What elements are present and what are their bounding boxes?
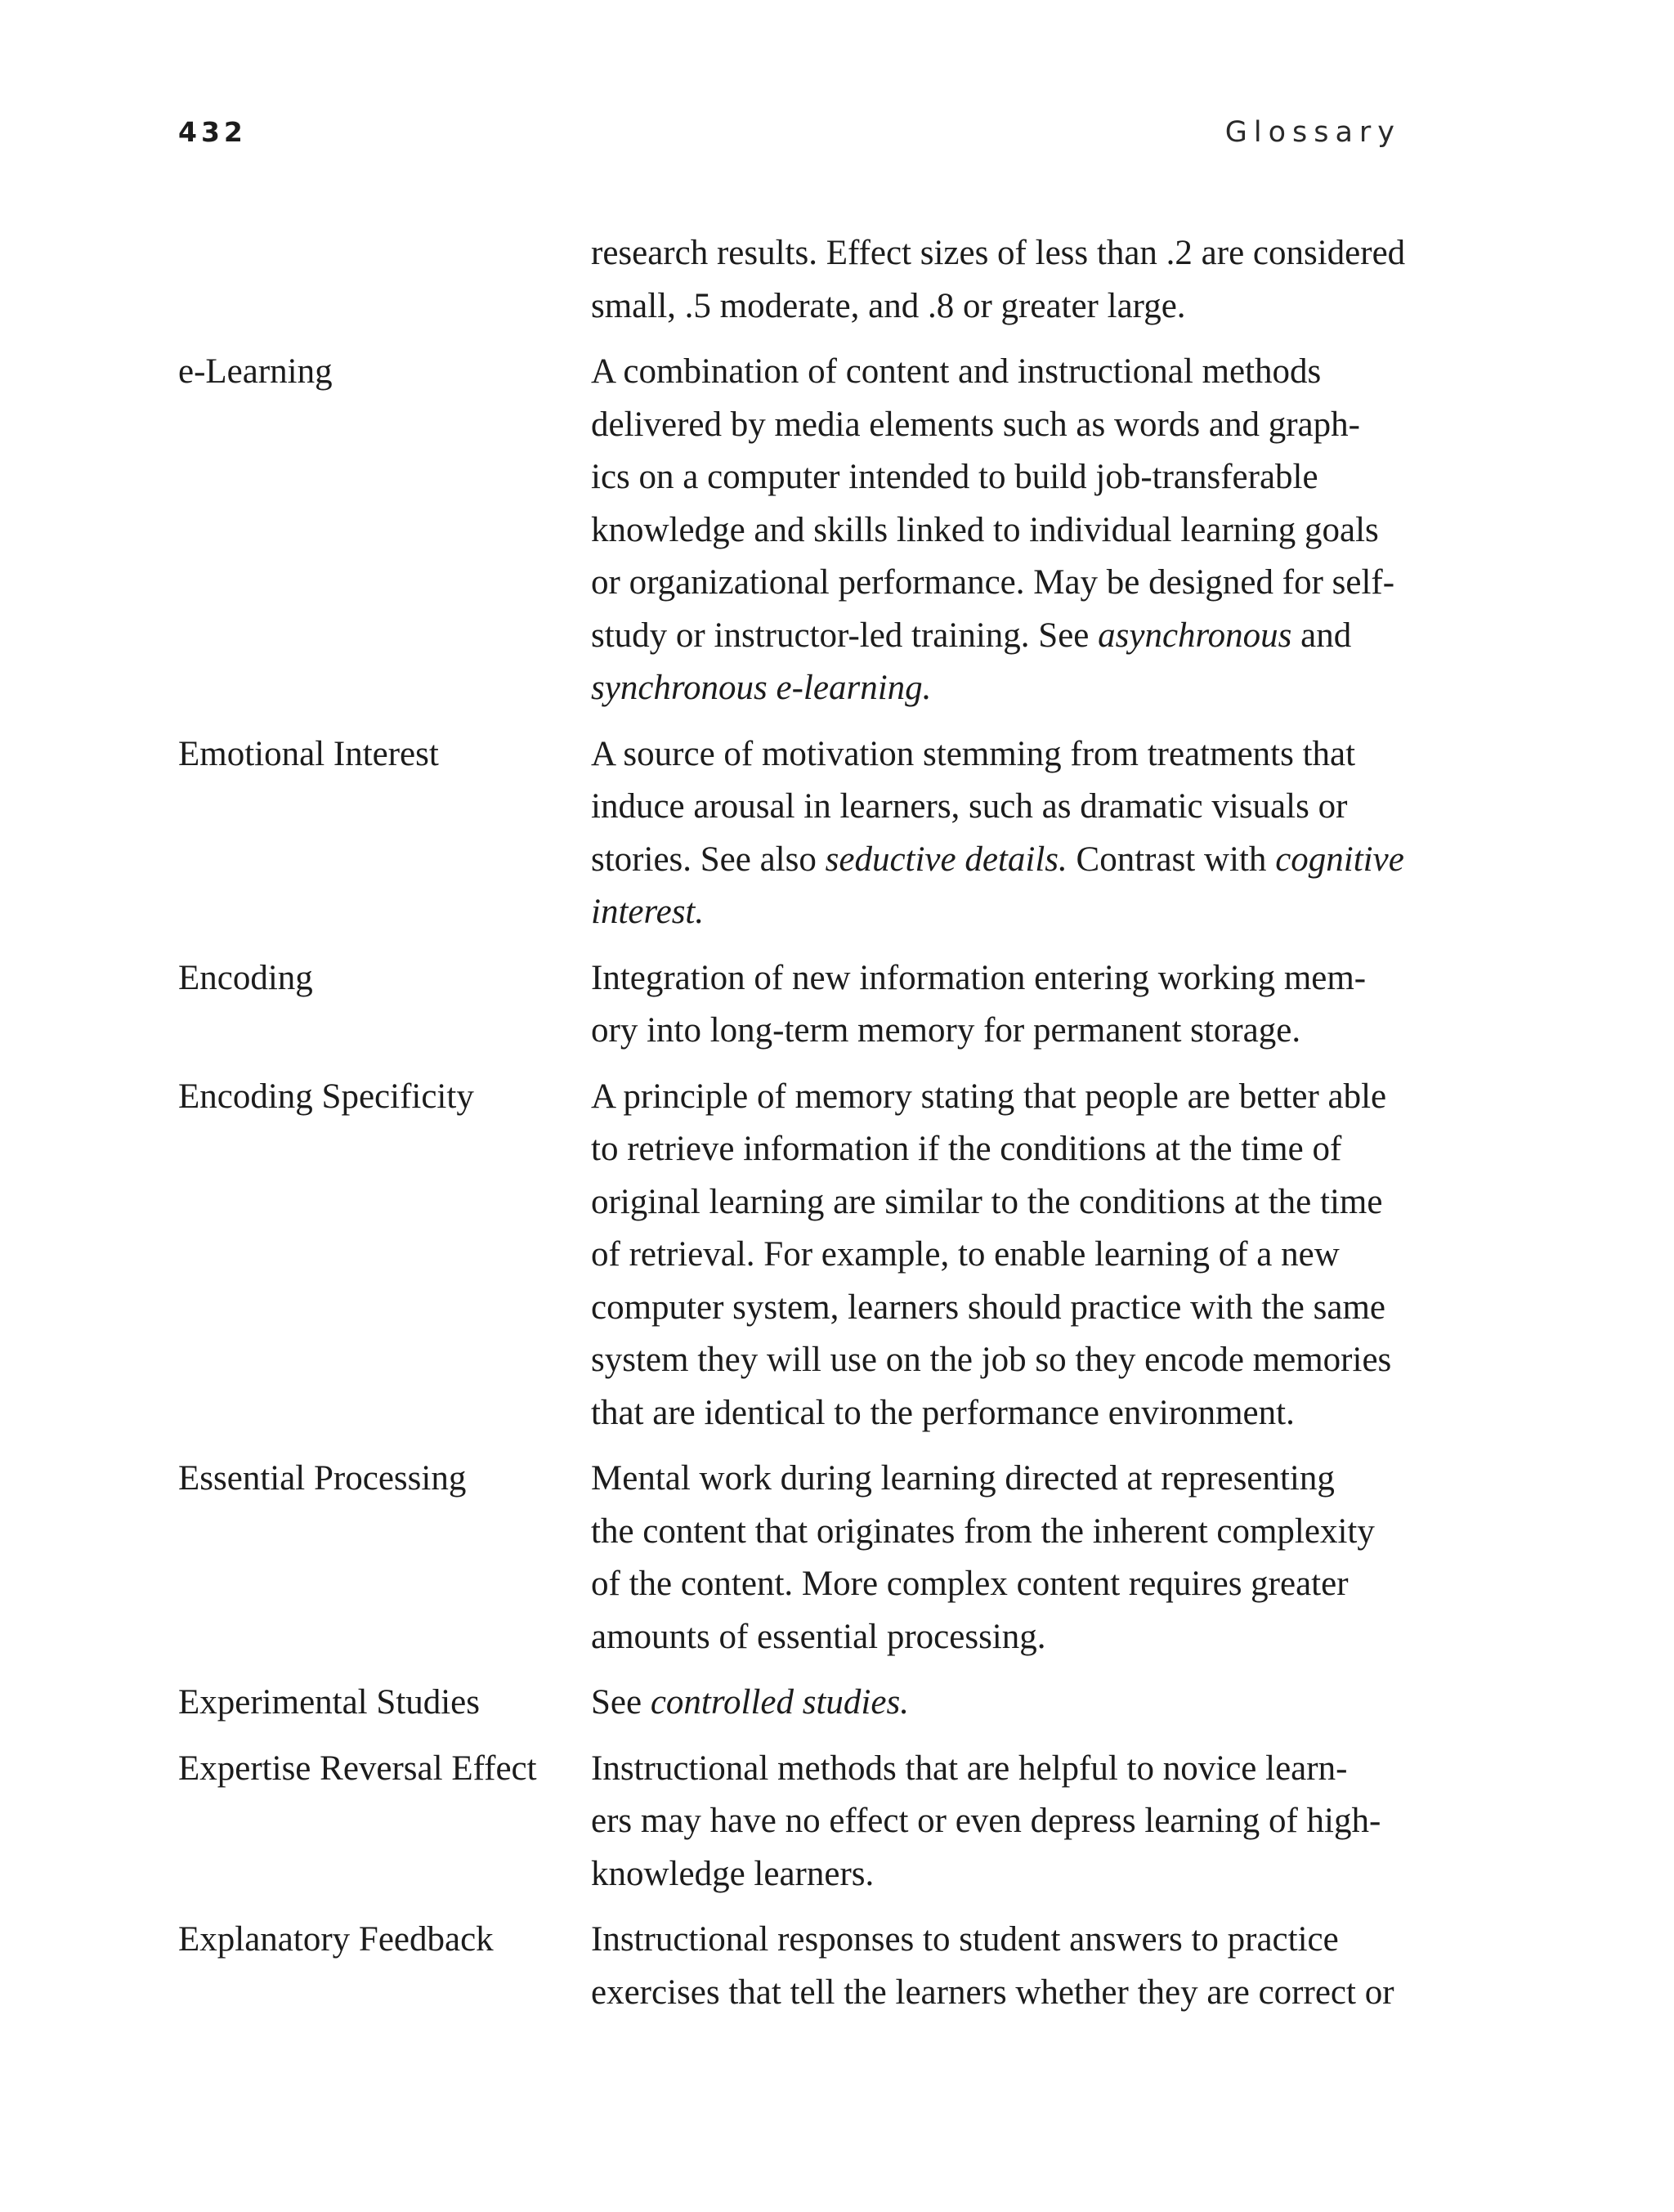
definition-line [591, 1795, 1404, 1848]
definition-text: system they will use on the job so they encode memories [591, 1341, 1392, 1379]
definition-line [591, 1229, 1404, 1282]
definition-text: Mental work during learning directed at representing [591, 1459, 1335, 1498]
definition-line [591, 557, 1404, 610]
glossary-term: Essential Processing [178, 1459, 467, 1498]
glossary-term: Experimental Studies [178, 1683, 481, 1722]
glossary-entry [178, 1071, 1404, 1440]
cross-reference: cognitive [1275, 840, 1404, 879]
definition-text: and [1291, 616, 1352, 655]
glossary-list [178, 227, 1404, 2032]
glossary-definition [591, 728, 1404, 939]
definition-line [591, 399, 1404, 452]
definition-text: or organizational performance. May be designed for self- [591, 563, 1395, 602]
glossary-term: Emotional Interest [178, 734, 439, 773]
definition-text: A principle of memory stating that people are better able [591, 1077, 1387, 1116]
definition-text: Instructional methods that are helpful to novice learn- [591, 1749, 1348, 1788]
definition-text: A combination of content and instructional methods [591, 352, 1322, 391]
definition-line [591, 1914, 1404, 1967]
definition-line [591, 1071, 1404, 1124]
glossary-term: Encoding Specificity [178, 1077, 474, 1116]
definition-text: knowledge learners. [591, 1854, 875, 1893]
definition-text: amounts of essential processing. [591, 1617, 1046, 1656]
definition-line [591, 662, 1404, 715]
glossary-definition [591, 952, 1404, 1058]
definition-text: small, .5 moderate, and .8 or greater large. [591, 286, 1186, 325]
definition-line [591, 1282, 1404, 1335]
definition-line [591, 1743, 1404, 1796]
cross-reference: seductive details. [825, 840, 1068, 879]
definition-text: original learning are similar to the conditions at the time [591, 1182, 1383, 1221]
cross-reference: asynchronous [1098, 616, 1292, 655]
definition-line [591, 1387, 1404, 1440]
glossary-term: e-Learning [178, 352, 333, 391]
definition-line [591, 1506, 1404, 1559]
definition-line [591, 886, 1404, 939]
definition-text: See [591, 1683, 651, 1722]
definition-text: that are identical to the performance environment. [591, 1393, 1295, 1432]
glossary-definition [591, 227, 1404, 333]
definition-text: ory into long-term memory for permanent storage. [591, 1011, 1301, 1050]
definition-line [591, 610, 1404, 663]
definition-line [591, 781, 1404, 834]
definition-text: ics on a computer intended to build job-transferable [591, 458, 1318, 496]
definition-line [591, 1558, 1404, 1611]
definition-line [591, 1453, 1404, 1506]
definition-text: to retrieve information if the conditions at the time of [591, 1130, 1342, 1168]
definition-text: of the content. More complex content requires greater [591, 1565, 1349, 1603]
glossary-entry [178, 1453, 1404, 1663]
definition-line [591, 1677, 1404, 1730]
glossary-entry [178, 952, 1404, 1058]
definition-text: of retrieval. For example, to enable learning of a new [591, 1235, 1340, 1274]
definition-text: study or instructor-led training. See [591, 616, 1099, 655]
glossary-term: Expertise Reversal Effect [178, 1749, 537, 1788]
glossary-entry [178, 1914, 1404, 2019]
glossary-definition [591, 346, 1404, 715]
definition-text: Contrast with [1067, 840, 1276, 879]
definition-line [591, 728, 1404, 781]
definition-text: computer system, learners should practice with the same [591, 1287, 1385, 1327]
glossary-definition [591, 1453, 1404, 1663]
definition-line [591, 1123, 1404, 1176]
definition-line [591, 346, 1404, 399]
definition-text: delivered by media elements such as words and graph- [591, 405, 1360, 444]
definition-line [591, 227, 1404, 280]
definition-text: A source of motivation stemming from treatments that [591, 734, 1356, 773]
definition-line [591, 280, 1404, 334]
definition-text: Instructional responses to student answers to practice [591, 1920, 1339, 1959]
definition-text: stories. See also [591, 840, 826, 879]
definition-text: the content that originates from the inherent complexity [591, 1511, 1375, 1551]
definition-line [591, 1848, 1404, 1901]
definition-text: Integration of new information entering working mem- [591, 958, 1367, 997]
definition-line [591, 1005, 1404, 1058]
glossary-term: Encoding [178, 958, 313, 997]
glossary-definition [591, 1677, 1404, 1730]
glossary-term [178, 227, 591, 333]
definition-text: research results. Effect sizes of less than .2 are considered [591, 234, 1406, 272]
definition-line [591, 952, 1404, 1005]
glossary-entry [178, 1743, 1404, 1901]
glossary-entry [178, 1677, 1404, 1730]
glossary-entry [178, 728, 1404, 939]
cross-reference: interest. [591, 893, 705, 931]
definition-text: knowledge and skills linked to individual learning goals [591, 510, 1379, 549]
glossary-term: Explanatory Feedback [178, 1920, 494, 1959]
definition-line [591, 1334, 1404, 1387]
cross-reference: synchronous e-learning. [591, 669, 932, 707]
glossary-entry [178, 346, 1404, 715]
definition-line [591, 1611, 1404, 1664]
definition-text: exercises that tell the learners whether they are correct or [591, 1972, 1394, 2012]
definition-line [591, 1176, 1404, 1229]
glossary-definition [591, 1071, 1404, 1440]
definition-line [591, 451, 1404, 504]
definition-text: ers may have no effect or even depress learning of high- [591, 1802, 1381, 1840]
page-number: 432 [178, 116, 247, 148]
glossary-entry [178, 227, 1404, 333]
glossary-definition [591, 1743, 1404, 1901]
definition-line [591, 834, 1404, 887]
definition-line [591, 504, 1404, 557]
definition-text: induce arousal in learners, such as dramatic visuals or [591, 787, 1348, 826]
glossary-definition [591, 1914, 1404, 2019]
cross-reference: controlled studies. [650, 1683, 909, 1722]
running-head: Glossary [1224, 116, 1401, 149]
definition-line [591, 1967, 1404, 2020]
